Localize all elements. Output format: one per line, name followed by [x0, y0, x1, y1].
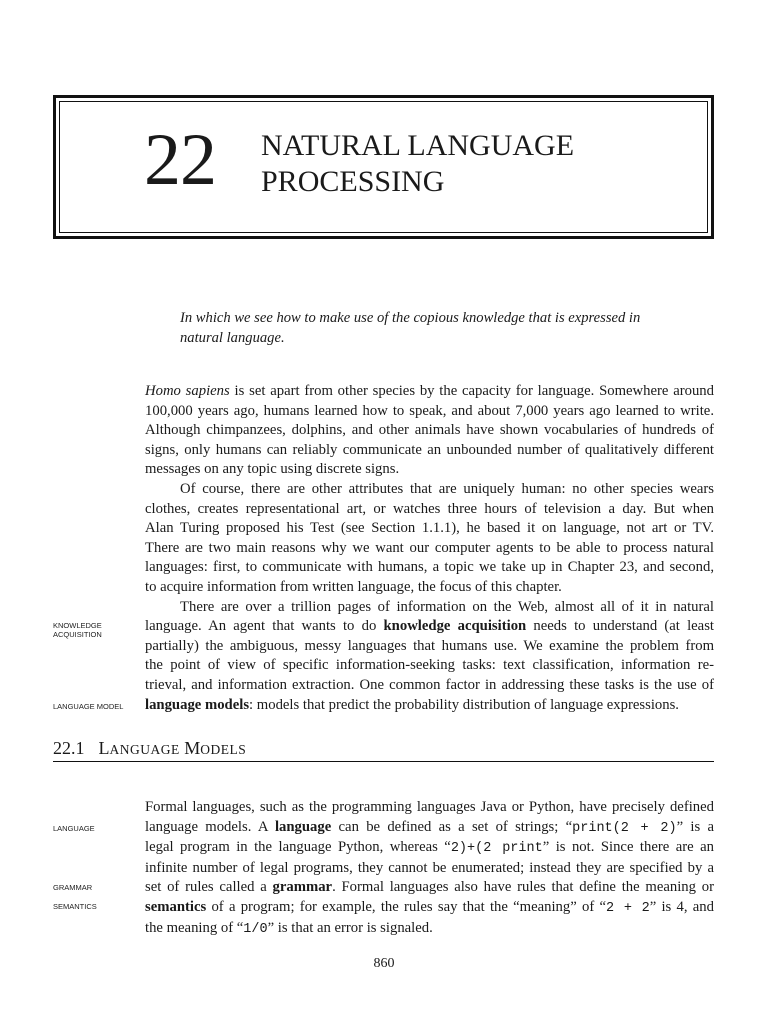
text-span: : models that predict the probability distribution of language expressions.	[249, 696, 679, 713]
small-caps-rest: ODELS	[200, 742, 247, 757]
margin-note-line: KNOWLEDGE	[53, 621, 102, 630]
text-span: the meaning of “	[145, 919, 244, 936]
text-line: partially) the ambiguous, messy languages that humans use. We examine the problem from	[145, 637, 714, 654]
chapter-number: 22	[144, 119, 216, 201]
text-line: to acquire information from written language, the focus of this chapter.	[145, 578, 562, 595]
margin-note-knowledge-acquisition	[53, 621, 138, 639]
text-line: trieval, and information extraction. One common factor in addressing these tasks is the use of	[145, 676, 714, 693]
term-language: language	[274, 818, 332, 835]
text-line	[145, 919, 714, 940]
chapter-epigraph	[180, 308, 700, 348]
term-knowledge-acquisition: knowledge acquisition	[383, 618, 527, 635]
text-line	[145, 617, 714, 637]
section-heading	[53, 737, 714, 762]
text-span: . Formal languages also have rules that define the meaning or	[332, 879, 714, 896]
chapter-heading-inner-frame	[59, 101, 708, 233]
term-language-models: language models	[145, 696, 250, 713]
epigraph-line-1: In which we see how to make use of the copious knowledge that is expressed in	[180, 310, 641, 326]
term-semantics: semantics	[145, 898, 207, 915]
text-span: ” is a	[676, 818, 714, 835]
text-span: set of rules called a	[145, 879, 273, 896]
margin-note-semantics: SEMANTICS	[53, 902, 97, 911]
code-sum-example: 2 + 2	[606, 900, 650, 916]
margin-note-language-model: LANGUAGE MODEL	[53, 702, 124, 711]
section-paragraph-1	[145, 798, 714, 939]
text-line: the point of view of specific information-seeking tasks: text classification, information re-	[145, 657, 714, 674]
chapter-title-line-2: PROCESSING	[261, 165, 445, 198]
small-caps-initial: M	[184, 738, 201, 758]
chapter-heading-box	[53, 95, 714, 239]
intro-paragraph-2	[145, 480, 714, 598]
epigraph-line-2: natural language.	[180, 330, 285, 346]
text-line: Of course, there are other attributes that are uniquely human: no other species wears	[180, 480, 714, 497]
text-line	[145, 696, 714, 716]
code-print-example: print(2 + 2)	[572, 820, 677, 836]
text-line: Formal languages, such as the programming languages Java or Python, have precisely defined	[145, 799, 714, 815]
code-division-example: 1/0	[243, 921, 268, 937]
text-span: language. An agent that wants to do	[145, 618, 384, 635]
text-line: 100,000 years ago, humans learned how to speak, and about 7,000 years ago learned to write.	[145, 402, 714, 419]
margin-note-grammar: GRAMMAR	[53, 883, 93, 892]
text-line	[145, 898, 714, 919]
text-span: legal program in the language Python, whereas “	[145, 839, 451, 856]
margin-note-language: LANGUAGE	[53, 824, 95, 833]
intro-paragraph-1	[145, 382, 714, 480]
chapter-title-line-1: NATURAL LANGUAGE	[261, 129, 575, 162]
text-line: clothes, creates representational art, or watches three hours of television a day. But when	[145, 500, 714, 517]
text-span: needs to understand (at least	[526, 618, 714, 635]
text-span: can be defined as a set of strings; “	[331, 818, 573, 835]
text-line	[145, 818, 714, 839]
code-illegal-example: 2)+(2 print	[450, 841, 543, 857]
intro-body	[145, 382, 714, 715]
text-line	[145, 838, 714, 859]
term-grammar: grammar	[272, 879, 333, 896]
text-line: There are over a trillion pages of information on the Web, almost all of it in natural	[180, 598, 714, 615]
small-caps-rest: ANGUAGE	[109, 742, 180, 757]
text-line	[145, 878, 714, 898]
intro-paragraph-3	[145, 598, 714, 716]
emphasis-homo-sapiens: Homo sapiens	[145, 383, 230, 399]
text-line: Alan Turing proposed his Test (see Section 1.1.1), he based it on language, not art or TV.	[145, 520, 714, 537]
text-span: ” is not. Since there are an	[542, 839, 714, 856]
text-span: language models. A	[145, 818, 275, 835]
text-span: ” is 4, and	[649, 898, 714, 915]
section-number: 22.1	[53, 738, 85, 758]
text-line: messages on any topic using discrete signs.	[145, 461, 400, 478]
text-span: ” is that an error is signaled.	[267, 919, 433, 936]
text-span: is set apart from other species by the capacity for language. Somewhere around	[229, 383, 714, 399]
section-title	[99, 738, 247, 758]
text-line	[145, 382, 714, 402]
margin-note-line: ACQUISITION	[53, 630, 102, 639]
small-caps-initial: L	[98, 738, 110, 758]
text-line: Although chimpanzees, dolphins, and other animals have shown vocabularies of hundreds of	[145, 422, 714, 439]
section-body	[145, 798, 714, 939]
text-line: There are two main reasons why we want our computer agents to be able to process natural	[145, 539, 714, 556]
text-span: of a program; for example, the rules say that the “meaning” of “	[206, 898, 607, 915]
text-line: languages: first, to communicate with humans, a topic we take up in Chapter 23, and second,	[145, 559, 714, 576]
text-line: signs, only humans can reliably communicate an unbounded number of qualitatively different	[145, 441, 714, 458]
text-line: infinite number of legal programs, they cannot be enumerated; instead they are specified by a	[145, 859, 714, 876]
chapter-title	[261, 128, 574, 200]
page-number: 860	[373, 956, 395, 971]
